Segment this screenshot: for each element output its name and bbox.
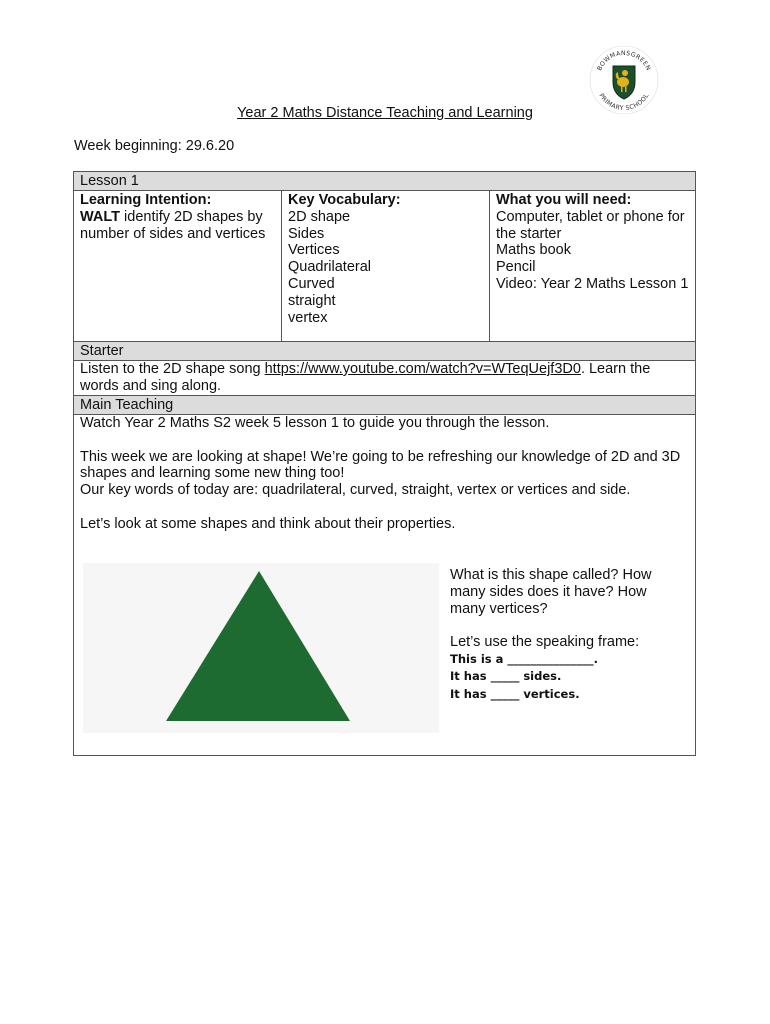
vocab-item: 2D shape xyxy=(288,208,351,225)
main-paragraph-1: Watch Year 2 Maths S2 week 5 lesson 1 to guide you through the lesson. xyxy=(80,415,550,431)
learning-intention-text xyxy=(80,209,275,243)
vocab-item: vertex xyxy=(288,309,328,326)
starter-after: . Learn the words and sing along. xyxy=(80,361,651,394)
shape-question: What is this shape called? How many sides does it have? How many vertices? xyxy=(450,567,652,617)
need-item: Maths book xyxy=(496,242,571,259)
vocab-item: Quadrilateral xyxy=(288,259,372,276)
key-vocabulary-heading: Key Vocabulary: xyxy=(288,192,401,208)
what-you-need-cell xyxy=(490,191,695,341)
what-you-need-heading: What you will need: xyxy=(496,192,632,208)
lesson-label: Lesson 1 xyxy=(74,172,695,191)
main-paragraph-2b: Our key words of today are: quadrilateral, curved, straight, vertex or vertices and side. xyxy=(80,482,631,499)
walt-label: WALT xyxy=(80,208,120,225)
need-item: Computer, tablet or phone for the starter xyxy=(496,208,685,242)
main-teaching-content xyxy=(74,415,695,755)
walt-text: identify 2D shapes by number of sides and vertices xyxy=(80,208,266,242)
logo-text-top: BOWMANSGREEN xyxy=(596,49,652,72)
speaking-frame-line: It has _____ vertices. xyxy=(450,686,580,701)
speaking-frame-line: This is a _______________. xyxy=(450,651,598,666)
triangle-image xyxy=(83,563,439,733)
page-title: Year 2 Maths Distance Teaching and Learning xyxy=(237,105,533,121)
triangle-icon xyxy=(166,571,350,721)
need-item: Video: Year 2 Maths Lesson 1 xyxy=(496,275,689,292)
need-item: Pencil xyxy=(496,259,536,276)
main-paragraph-3: Let’s look at some shapes and think about their properties. xyxy=(80,515,456,532)
starter-label: Starter xyxy=(74,342,695,361)
learning-intention-cell xyxy=(74,191,282,341)
vocab-item: Vertices xyxy=(288,242,340,259)
lesson-table xyxy=(73,171,696,756)
main-paragraph-2a: This week we are looking at shape! We’re going to be refreshing our knowledge of 2D and 3D shapes and learning some new thing too! xyxy=(80,448,681,482)
main-teaching-label: Main Teaching xyxy=(74,395,695,415)
lesson-overview-row xyxy=(74,191,695,342)
speaking-frame-line: It has _____ sides. xyxy=(450,669,562,684)
week-beginning: Week beginning: 29.6.20 xyxy=(74,138,235,154)
starter-text xyxy=(74,361,695,395)
speaking-frame-intro: Let’s use the speaking frame: xyxy=(450,634,640,651)
vocab-item: Curved xyxy=(288,275,335,292)
vocab-item: straight xyxy=(288,292,336,309)
song-link[interactable]: https://www.youtube.com/watch?v=WTeqUejf3D0 xyxy=(264,361,581,377)
starter-before: Listen to the 2D shape song xyxy=(80,361,265,377)
learning-intention-heading: Learning Intention: xyxy=(80,192,212,208)
vocab-item: Sides xyxy=(288,225,325,242)
key-vocabulary-cell xyxy=(282,191,490,341)
question-block xyxy=(450,567,680,703)
logo-text-bottom: PRIMARY SCHOOL xyxy=(597,92,651,113)
